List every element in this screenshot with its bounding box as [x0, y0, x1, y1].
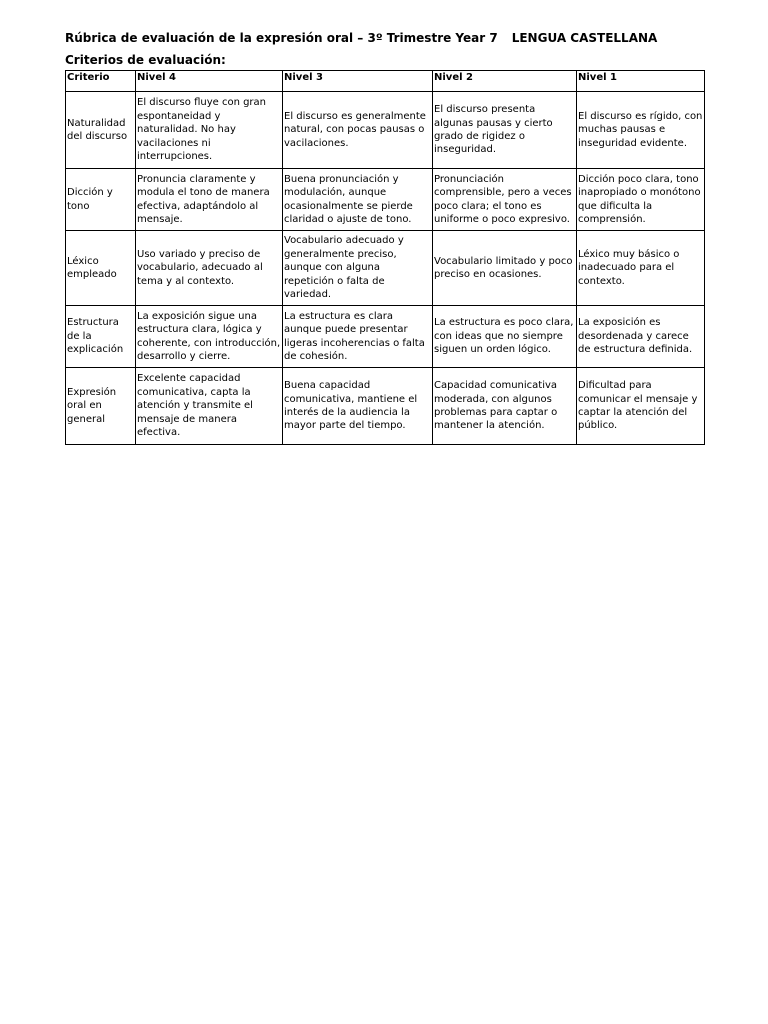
criterio-cell: Naturalidad del discurso — [66, 92, 136, 169]
document-subject: LENGUA CASTELLANA — [511, 31, 658, 45]
table-row — [66, 368, 705, 445]
rubric-table — [65, 70, 705, 445]
nivel-2-cell: Vocabulario limitado y poco preciso en ocasiones. — [433, 231, 577, 306]
table-row — [66, 92, 705, 169]
nivel-3-cell: El discurso es generalmente natural, con pocas pausas o vacilaciones. — [283, 92, 433, 169]
criterio-cell: Léxico empleado — [66, 231, 136, 306]
document-page — [65, 30, 705, 445]
document-title-text: Rúbrica de evaluación de la expresión oral – 3º Trimestre Year 7 — [65, 31, 498, 45]
column-header-nivel-1: Nivel 1 — [577, 71, 705, 92]
section-title: Criterios de evaluación: — [65, 53, 226, 67]
document-title — [65, 30, 705, 46]
nivel-2-cell: La estructura es poco clara, con ideas que no siempre siguen un orden lógico. — [433, 306, 577, 368]
nivel-3-cell: Buena pronunciación y modulación, aunque ocasionalmente se pierde claridad o ajuste de tono. — [283, 169, 433, 231]
nivel-1-cell: Dificultad para comunicar el mensaje y captar la atención del público. — [577, 368, 705, 445]
criterio-cell: Expresión oral en general — [66, 368, 136, 445]
nivel-1-cell: Dicción poco clara, tono inapropiado o monótono que dificulta la comprensión. — [577, 169, 705, 231]
nivel-1-cell: El discurso es rígido, con muchas pausas e inseguridad evidente. — [577, 92, 705, 169]
nivel-4-cell: La exposición sigue una estructura clara, lógica y coherente, con introducción, desarrollo y cierre. — [136, 306, 283, 368]
table-header-row — [66, 71, 705, 92]
nivel-2-cell: Capacidad comunicativa moderada, con algunos problemas para captar o mantener la atención. — [433, 368, 577, 445]
column-header-nivel-3: Nivel 3 — [283, 71, 433, 92]
nivel-3-cell: Buena capacidad comunicativa, mantiene el interés de la audiencia la mayor parte del tiempo. — [283, 368, 433, 445]
nivel-3-cell: La estructura es clara aunque puede presentar ligeras incoherencias o falta de cohesión. — [283, 306, 433, 368]
nivel-1-cell: La exposición es desordenada y carece de estructura definida. — [577, 306, 705, 368]
nivel-4-cell: Uso variado y preciso de vocabulario, adecuado al tema y al contexto. — [136, 231, 283, 306]
nivel-2-cell: El discurso presenta algunas pausas y cierto grado de rigidez o inseguridad. — [433, 92, 577, 169]
column-header-nivel-2: Nivel 2 — [433, 71, 577, 92]
nivel-2-cell: Pronunciación comprensible, pero a veces poco clara; el tono es uniforme o poco expresivo. — [433, 169, 577, 231]
table-row — [66, 169, 705, 231]
nivel-1-cell: Léxico muy básico o inadecuado para el contexto. — [577, 231, 705, 306]
table-row — [66, 306, 705, 368]
column-header-nivel-4: Nivel 4 — [136, 71, 283, 92]
nivel-4-cell: Excelente capacidad comunicativa, capta la atención y transmite el mensaje de manera efectiva. — [136, 368, 283, 445]
nivel-4-cell: El discurso fluye con gran espontaneidad y naturalidad. No hay vacilaciones ni interrupciones. — [136, 92, 283, 169]
nivel-3-cell: Vocabulario adecuado y generalmente preciso, aunque con alguna repetición o falta de variedad. — [283, 231, 433, 306]
table-row — [66, 231, 705, 306]
criterio-cell: Estructura de la explicación — [66, 306, 136, 368]
nivel-4-cell: Pronuncia claramente y modula el tono de manera efectiva, adaptándolo al mensaje. — [136, 169, 283, 231]
criterio-cell: Dicción y tono — [66, 169, 136, 231]
column-header-criterio: Criterio — [66, 71, 136, 92]
